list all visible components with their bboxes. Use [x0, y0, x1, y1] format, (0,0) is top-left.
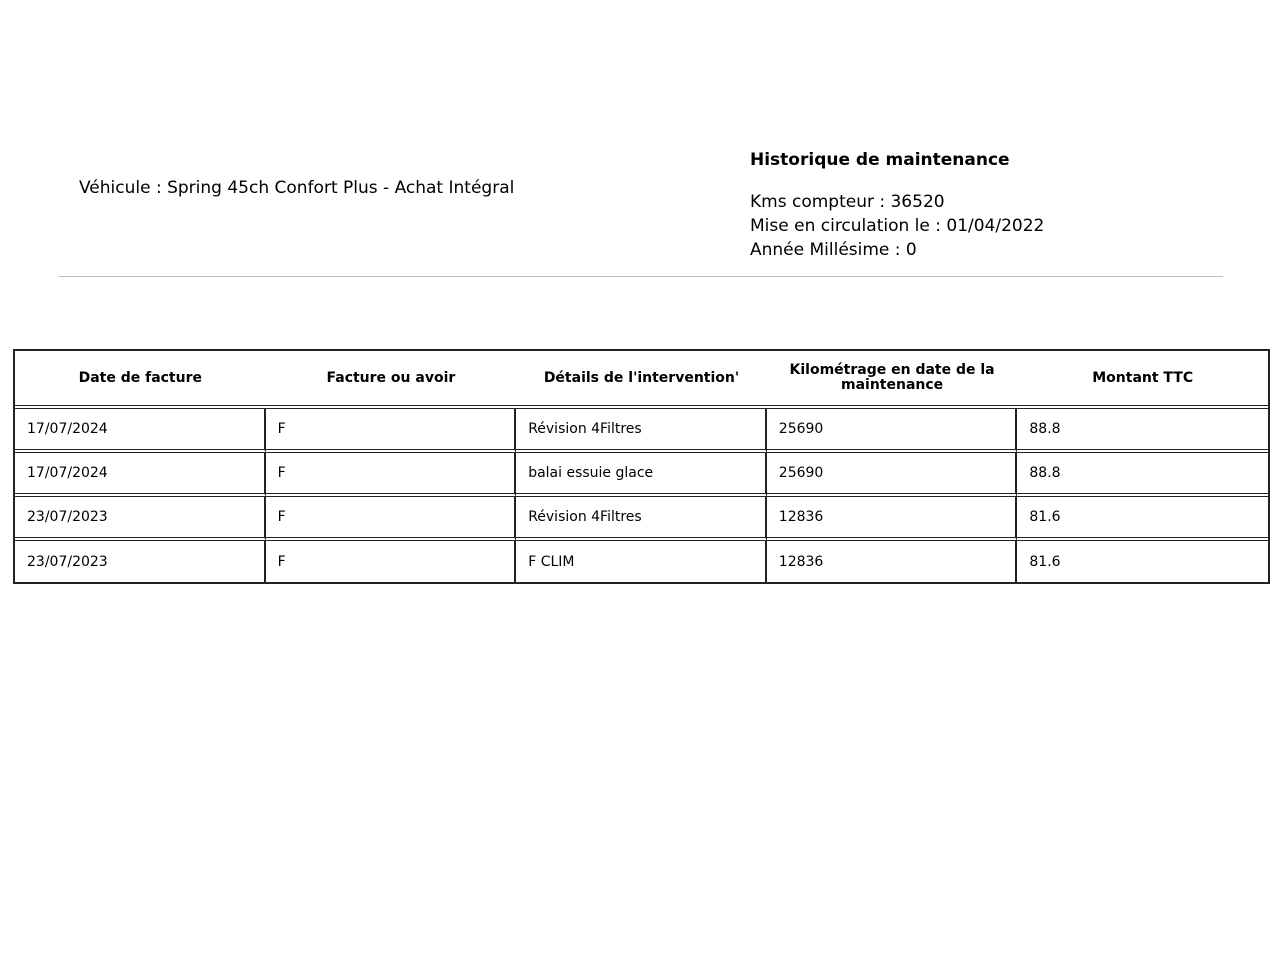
column-header-invoice-type: Facture ou avoir	[266, 351, 517, 409]
table-row	[15, 453, 1268, 497]
column-header-mileage: Kilométrage en date de la maintenance	[767, 351, 1018, 409]
cell-mileage: 12836	[767, 541, 1018, 582]
cell-details: F CLIM	[516, 541, 767, 582]
cell-details: Révision 4Filtres	[516, 497, 767, 541]
maintenance-table	[13, 349, 1270, 584]
table-row	[15, 497, 1268, 541]
cell-mileage: 25690	[767, 453, 1018, 497]
cell-invoice-type: F	[266, 497, 517, 541]
maintenance-info	[750, 148, 1044, 262]
cell-mileage: 25690	[767, 409, 1018, 453]
cell-invoice-date: 23/07/2023	[15, 541, 266, 582]
cell-amount: 81.6	[1029, 553, 1061, 570]
odometer-reading: Kms compteur : 36520	[750, 192, 945, 212]
column-header-amount: Montant TTC	[1017, 351, 1268, 409]
cell-amount: 88.8	[1017, 453, 1268, 497]
cell-invoice-date: 17/07/2024	[15, 453, 266, 497]
model-year: Année Millésime : 0	[750, 240, 917, 260]
cell-details: Révision 4Filtres	[516, 409, 767, 453]
table-row	[15, 409, 1268, 453]
cell-amount: 81.6	[1017, 497, 1268, 541]
vehicle-label: Véhicule : Spring 45ch Confort Plus - Achat Intégral	[79, 178, 515, 198]
registration-date: Mise en circulation le : 01/04/2022	[750, 216, 1045, 236]
header-divider	[59, 276, 1223, 277]
cell-mileage: 12836	[767, 497, 1018, 541]
cell-invoice-type: F	[266, 409, 517, 453]
cell-invoice-date: 23/07/2023	[15, 497, 266, 541]
page-title: Historique de maintenance	[750, 150, 1010, 170]
table-header-row	[15, 351, 1268, 409]
cell-invoice-type: F	[266, 453, 517, 497]
cell-amount: 88.8	[1017, 409, 1268, 453]
table-row	[15, 541, 1268, 582]
cell-invoice-type: F	[266, 541, 517, 582]
cell-details: balai essuie glace	[516, 453, 767, 497]
column-header-details: Détails de l'intervention'	[516, 351, 767, 409]
column-header-invoice-date: Date de facture	[15, 351, 266, 409]
cell-invoice-date: 17/07/2024	[15, 409, 266, 453]
